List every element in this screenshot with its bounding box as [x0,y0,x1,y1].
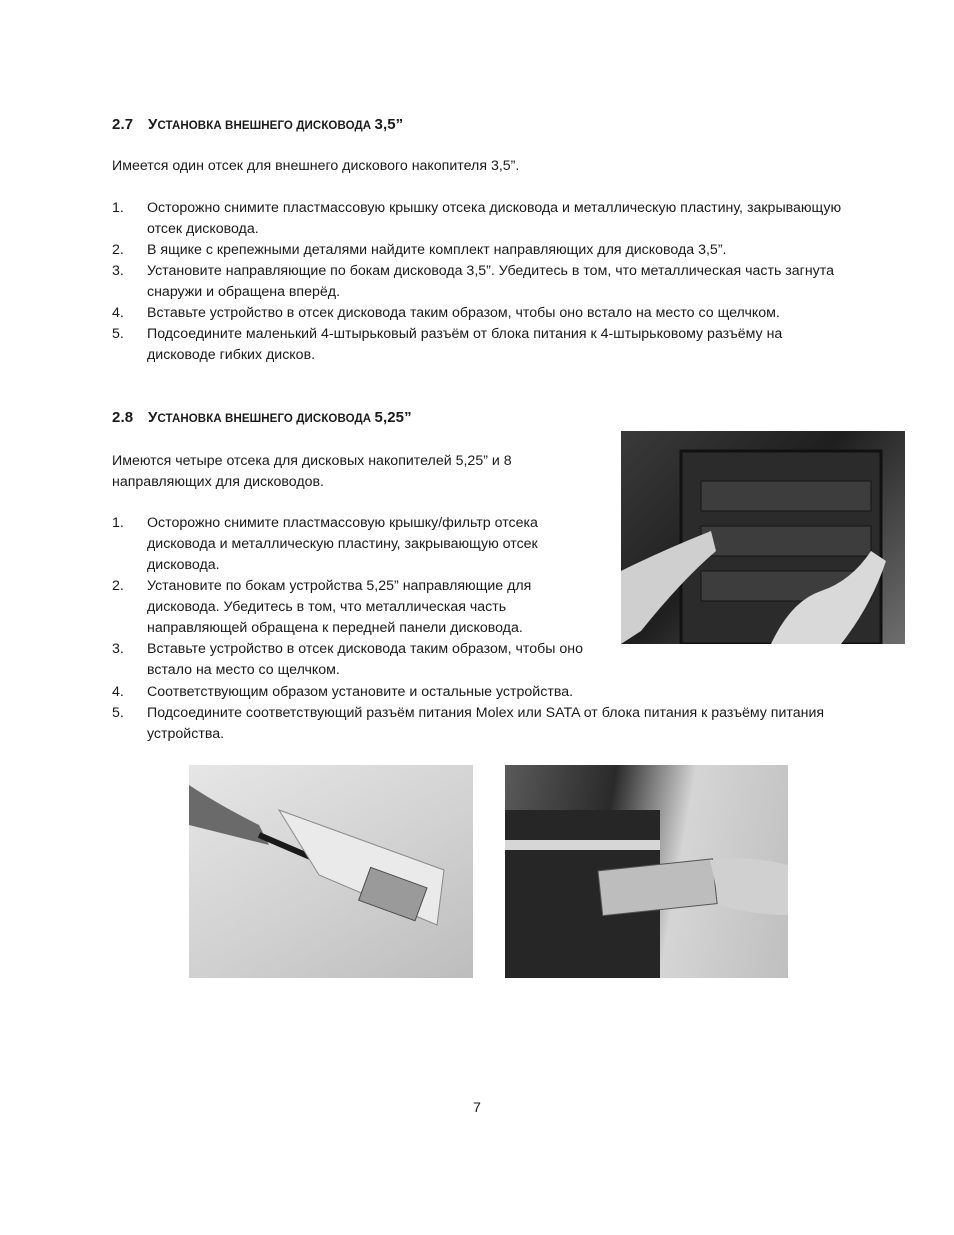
section-27-steps [112,198,847,366]
step-number: 1. [112,200,124,216]
step-text: Подсоедините маленький 4-штырьковый разъём от блока питания к 4-штырьковому разъёму на дисководе гибких дисков. [147,326,783,363]
section-28-heading [112,409,412,426]
list-item [112,198,847,240]
list-item [112,682,872,703]
step-number: 3. [112,641,124,657]
section-27-number: 2.7 [112,116,134,133]
list-item [112,240,847,261]
section-27-title-size: 3,5” [374,116,404,133]
section-28-title-size: 5,25” [374,409,412,426]
section-27-title: СТАНОВКА ВНЕШНЕГО ДИСКОВОДА [157,120,375,132]
section-28-steps-wrapped [112,513,592,681]
list-item [112,703,872,745]
list-item [112,639,592,681]
screwdriver-illustration [189,765,473,978]
drive-bay-illustration [621,431,905,644]
section-28-title-initial: У [148,409,158,426]
step-text: Подсоедините соответствующий разъём питания Molex или SATA от блока питания к разъёму питания устройства. [147,705,825,742]
section-27-intro: Имеется один отсек для внешнего дискового накопителя 3,5”. [112,158,520,174]
step-number: 2. [112,242,124,258]
photo-drive-rails [189,765,473,978]
list-item [112,303,847,324]
step-number: 2. [112,578,124,594]
photo-drive-bays [621,431,905,644]
step-text: Вставьте устройство в отсек дисковода таким образом, чтобы оно встало на место со щелчком. [147,305,780,321]
step-number: 5. [112,326,124,342]
list-item [112,576,592,639]
step-number: 1. [112,515,124,531]
step-text: В ящике с крепежными деталями найдите комплект направляющих для дисковода 3,5”. [147,242,727,258]
step-text: Соответствующим образом установите и остальные устройства. [147,684,574,700]
section-27-title-initial: У [148,116,158,133]
step-text: Осторожно снимите пластмассовую крышку отсека дисковода и металлическую пластину, закрывающую отсек дисковода. [147,200,842,237]
section-28-steps-full [112,682,872,745]
step-number: 4. [112,305,124,321]
step-text: Установите направляющие по бокам дисковода 3,5”. Убедитесь в том, что металлическая часть загнута снаружи и обращена вперёд. [147,263,835,300]
drive-insertion-illustration [505,765,788,978]
section-28-intro: Имеются четыре отсека для дисковых накопителей 5,25” и 8 направляющих для дисководов. [112,453,512,490]
section-27-heading [112,116,403,133]
page-number: 7 [473,1100,481,1116]
step-number: 3. [112,263,124,279]
step-number: 4. [112,684,124,700]
step-text: Установите по бокам устройства 5,25” направляющие для дисковода. Убедитесь в том, что металлическая часть направляющей обращена к передней панели дисковода. [147,578,532,636]
step-text: Осторожно снимите пластмассовую крышку/фильтр отсека дисковода и металлическую пластину, закрывающую отсек дисковода. [147,515,538,573]
section-28-number: 2.8 [112,409,134,426]
step-number: 5. [112,705,124,721]
step-text: Вставьте устройство в отсек дисковода таким образом, чтобы оно встало на место со щелчком. [147,641,584,678]
photo-drive-insertion [505,765,788,978]
section-28-title: СТАНОВКА ВНЕШНЕГО ДИСКОВОДА [157,413,375,425]
list-item [112,513,592,576]
list-item [112,261,847,303]
list-item [112,324,847,366]
